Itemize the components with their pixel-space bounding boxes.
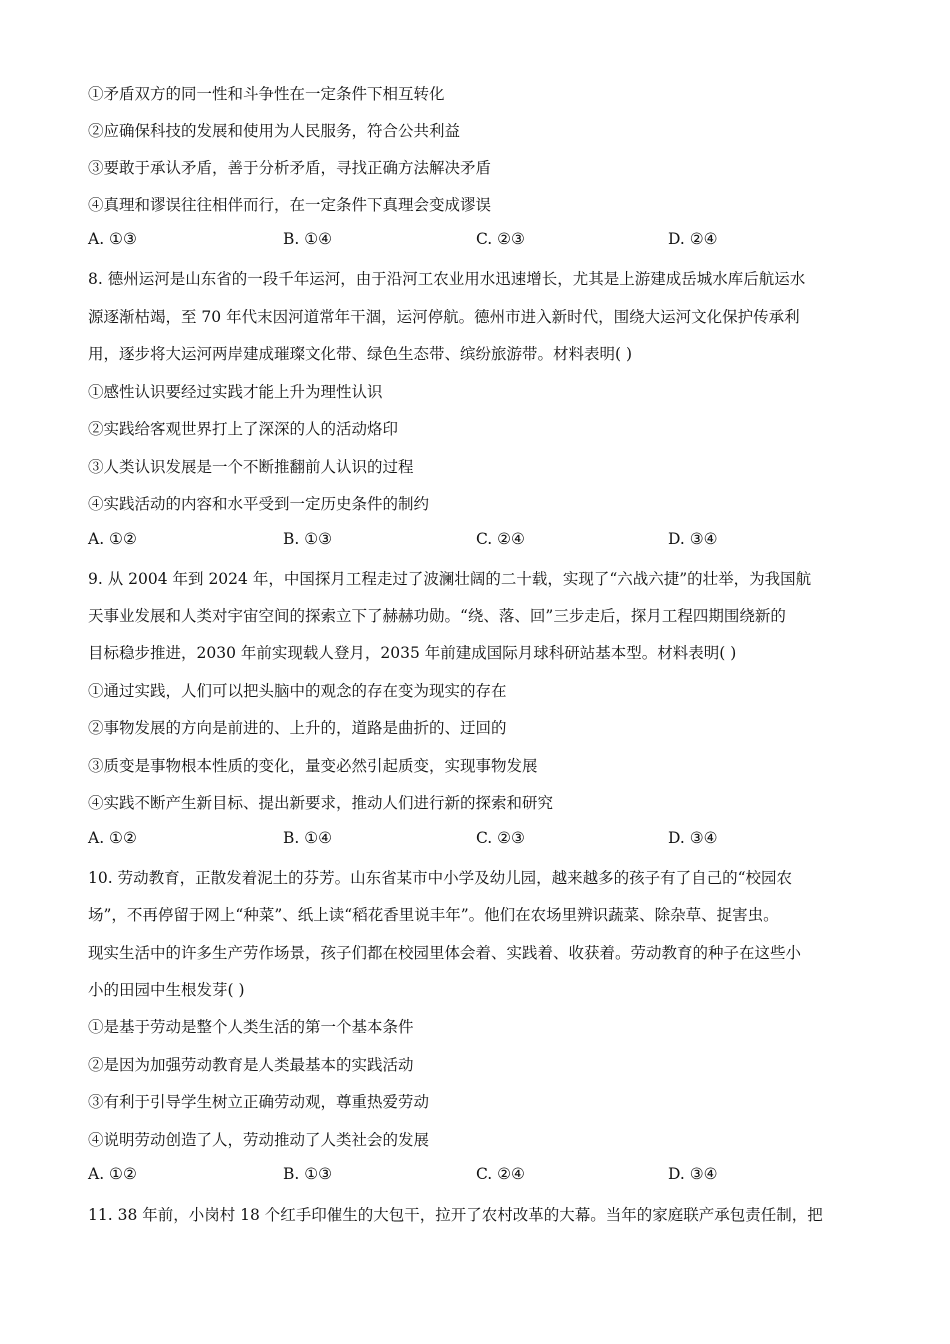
q8-statement-4: ④实践活动的内容和水平受到一定历史条件的制约 xyxy=(88,495,430,513)
q8-stem-line-2: 源逐渐枯竭，至 70 年代末因河道常年干涸，运河停航。德州市进入新时代，围绕大运河文化保护传承利 xyxy=(88,308,800,326)
q9-statement-2: ②事物发展的方向是前进的、上升的，道路是曲折的、迂回的 xyxy=(88,719,507,737)
q8-option-d: D. ③④ xyxy=(668,530,718,548)
q7-statement-2: ②应确保科技的发展和使用为人民服务，符合公共利益 xyxy=(88,122,461,140)
q10-option-c: C. ②④ xyxy=(476,1165,525,1183)
q7-option-b: B. ①④ xyxy=(283,230,333,248)
q8-statement-1: ①感性认识要经过实践才能上升为理性认识 xyxy=(88,383,383,401)
q8-option-c: C. ②④ xyxy=(476,530,525,548)
q7-option-d: D. ②④ xyxy=(668,230,718,248)
q7-option-c: C. ②③ xyxy=(476,230,525,248)
q9-option-a: A. ①② xyxy=(88,829,137,847)
q8-option-b: B. ①③ xyxy=(283,530,333,548)
q8-options xyxy=(88,530,868,552)
q7-option-a: A. ①③ xyxy=(88,230,137,248)
q10-options xyxy=(88,1165,868,1187)
q8-option-a: A. ①② xyxy=(88,530,137,548)
q9-statement-3: ③质变是事物根本性质的变化，量变必然引起质变，实现事物发展 xyxy=(88,757,538,775)
q7-statement-4: ④真理和谬误往往相伴而行，在一定条件下真理会变成谬误 xyxy=(88,196,492,214)
q7-statement-1: ①矛盾双方的同一性和斗争性在一定条件下相互转化 xyxy=(88,85,445,103)
q10-stem-line-3: 现实生活中的许多生产劳作场景，孩子们都在校园里体会着、实践着、收获着。劳动教育的种子在这些小 xyxy=(88,944,802,962)
q9-option-b: B. ①④ xyxy=(283,829,333,847)
q10-statement-1: ①是基于劳动是整个人类生活的第一个基本条件 xyxy=(88,1018,414,1036)
q8-stem-line-3: 用，逐步将大运河两岸建成璀璨文化带、绿色生态带、缤纷旅游带。材料表明( ) xyxy=(88,345,633,363)
q10-statement-4: ④说明劳动创造了人，劳动推动了人类社会的发展 xyxy=(88,1131,430,1149)
q9-statement-4: ④实践不断产生新目标、提出新要求，推动人们进行新的探索和研究 xyxy=(88,794,554,812)
q9-statement-1: ①通过实践，人们可以把头脑中的观念的存在变为现实的存在 xyxy=(88,682,507,700)
q10-stem-line-1: 10. 劳动教育，正散发着泥土的芬芳。山东省某市中小学及幼儿园，越来越多的孩子有了自己的“校园农 xyxy=(88,869,793,887)
q10-option-d: D. ③④ xyxy=(668,1165,718,1183)
q9-option-c: C. ②③ xyxy=(476,829,525,847)
q7-statement-3: ③要敢于承认矛盾，善于分析矛盾，寻找正确方法解决矛盾 xyxy=(88,159,492,177)
q10-statement-3: ③有利于引导学生树立正确劳动观，尊重热爱劳动 xyxy=(88,1093,430,1111)
q9-option-d: D. ③④ xyxy=(668,829,718,847)
q10-stem-line-2: 场”，不再停留于网上“种菜”、纸上读“稻花香里说丰年”。他们在农场里辨识蔬菜、除杂草、捉害虫。 xyxy=(88,906,779,924)
q9-stem-line-1: 9. 从 2004 年到 2024 年，中国探月工程走过了波澜壮阔的二十载，实现了“六战六捷”的壮举，为我国航 xyxy=(88,570,812,588)
q10-option-a: A. ①② xyxy=(88,1165,137,1183)
q9-stem-line-2: 天事业发展和人类对宇宙空间的探索立下了赫赫功勋。“绕、落、回”三步走后，探月工程四期围绕新的 xyxy=(88,607,786,625)
q8-statement-2: ②实践给客观世界打上了深深的人的活动烙印 xyxy=(88,420,399,438)
q10-statement-2: ②是因为加强劳动教育是人类最基本的实践活动 xyxy=(88,1056,414,1074)
q7-options xyxy=(88,230,868,252)
q11-stem-line-1: 11. 38 年前，小岗村 18 个红手印催生的大包干，拉开了农村改革的大幕。当年的家庭联产承包责任制，把 xyxy=(88,1206,823,1224)
q10-stem-line-4: 小的田园中生根发芽( ) xyxy=(88,981,245,999)
q8-statement-3: ③人类认识发展是一个不断推翻前人认识的过程 xyxy=(88,458,414,476)
q8-stem-line-1: 8. 德州运河是山东省的一段千年运河，由于沿河工农业用水迅速增长，尤其是上游建成岳城水库后航运水 xyxy=(88,270,806,288)
q9-stem-line-3: 目标稳步推进，2030 年前实现载人登月，2035 年前建成国际月球科研站基本型。材料表明( ) xyxy=(88,644,737,662)
q9-options xyxy=(88,829,868,851)
q10-option-b: B. ①③ xyxy=(283,1165,333,1183)
